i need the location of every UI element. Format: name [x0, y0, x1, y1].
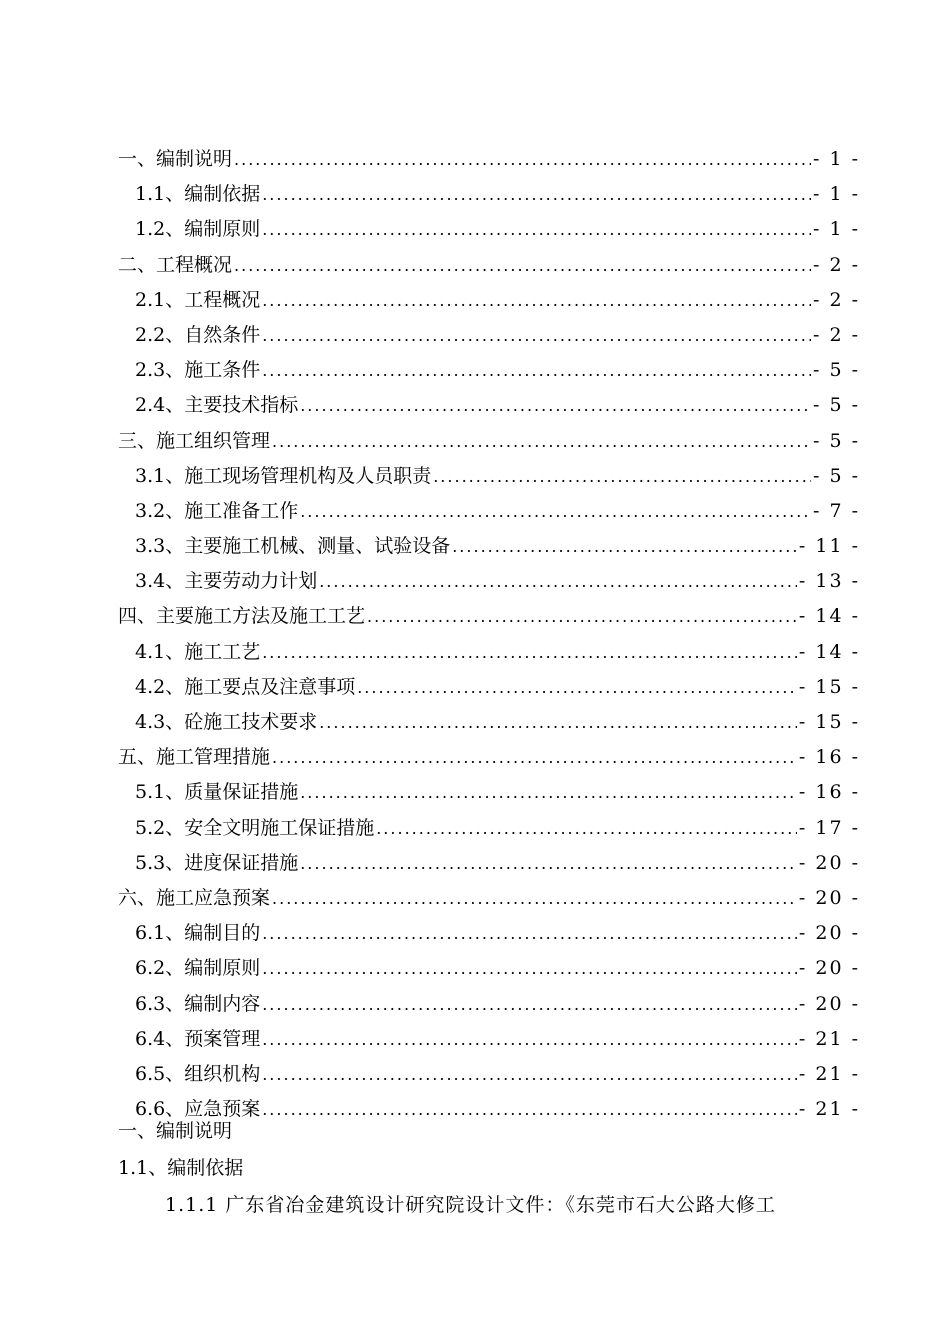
- toc-dot-leader: [262, 283, 811, 318]
- toc-entry-page-number: - 20 -: [798, 957, 860, 980]
- toc-entry-page-number: - 5 -: [812, 429, 860, 452]
- toc-entry[interactable]: [118, 212, 860, 247]
- toc-entry-page-number: - 14 -: [798, 605, 860, 628]
- toc-entry[interactable]: [118, 916, 860, 951]
- toc-entry[interactable]: [118, 318, 860, 353]
- toc-entry[interactable]: [118, 987, 860, 1022]
- toc-entry-page-number: - 21 -: [798, 1062, 860, 1085]
- toc-dot-leader: [357, 670, 797, 705]
- toc-entry-page-number: - 5 -: [812, 464, 860, 487]
- toc-entry[interactable]: [118, 248, 860, 283]
- toc-entry[interactable]: [118, 599, 860, 634]
- subsection-heading: 1.1、编制依据: [118, 1157, 244, 1179]
- toc-entry-label: 3.4、主要劳动力计划: [135, 570, 318, 593]
- toc-entry[interactable]: [118, 494, 860, 529]
- toc-dot-leader: [300, 775, 797, 810]
- toc-entry-page-number: - 20 -: [798, 992, 860, 1015]
- toc-entry-label: 6.4、预案管理: [135, 1027, 261, 1050]
- toc-entry[interactable]: [118, 705, 860, 740]
- toc-dot-leader: [262, 951, 797, 986]
- toc-dot-leader: [300, 494, 811, 529]
- toc-dot-leader: [300, 388, 811, 423]
- toc-entry-label: 6.3、编制内容: [135, 992, 261, 1015]
- toc-entry[interactable]: [118, 283, 860, 318]
- toc-entry-label: 1.2、编制原则: [135, 218, 261, 241]
- toc-dot-leader: [433, 459, 811, 494]
- toc-entry-page-number: - 15 -: [798, 711, 860, 733]
- toc-dot-leader: [272, 740, 797, 775]
- toc-dot-leader: [319, 705, 797, 740]
- toc-entry-page-number: - 16 -: [798, 781, 860, 804]
- toc-entry-label: 6.2、编制原则: [135, 957, 261, 980]
- toc-entry-page-number: - 1 -: [812, 183, 860, 206]
- toc-dot-leader: [234, 142, 811, 177]
- toc-entry-page-number: - 14 -: [798, 640, 860, 663]
- toc-entry[interactable]: [118, 951, 860, 986]
- toc-entry[interactable]: [118, 459, 860, 494]
- toc-entry-label: 6.5、组织机构: [135, 1062, 261, 1085]
- body-paragraph: 1.1.1 广东省冶金建筑设计研究院设计文件：《东莞市石大公路大修工: [165, 1194, 776, 1216]
- toc-entry-page-number: - 20 -: [798, 851, 860, 874]
- toc-entry-label: 4.2、施工要点及注意事项: [135, 675, 356, 698]
- toc-dot-leader: [262, 1057, 797, 1092]
- toc-dot-leader: [452, 529, 797, 564]
- table-of-contents: [118, 142, 860, 1127]
- toc-entry[interactable]: [118, 1022, 860, 1057]
- toc-entry-label: 2.4、主要技术指标: [135, 394, 299, 417]
- toc-entry-page-number: - 21 -: [798, 1098, 860, 1121]
- toc-dot-leader: [272, 424, 811, 459]
- toc-dot-leader: [262, 916, 797, 951]
- toc-entry-page-number: - 2 -: [812, 253, 860, 276]
- toc-dot-leader: [262, 1022, 797, 1057]
- toc-entry-label: 2.2、自然条件: [135, 323, 261, 346]
- toc-entry-label: 3.1、施工现场管理机构及人员职责: [135, 464, 432, 487]
- toc-dot-leader: [262, 212, 811, 247]
- toc-entry-label: 4.3、砼施工技术要求: [135, 711, 318, 733]
- toc-entry-page-number: - 13 -: [798, 570, 860, 593]
- toc-entry[interactable]: [118, 142, 860, 177]
- toc-entry-label: 6.1、编制目的: [135, 922, 261, 945]
- toc-entry-label: 2.3、施工条件: [135, 359, 261, 382]
- toc-entry-label: 2.1、工程概况: [135, 288, 261, 311]
- toc-entry[interactable]: [118, 740, 860, 775]
- toc-entry[interactable]: [118, 635, 860, 670]
- toc-entry[interactable]: [118, 353, 860, 388]
- toc-entry-page-number: - 21 -: [798, 1027, 860, 1050]
- toc-entry-label: 二、工程概况: [118, 253, 233, 276]
- toc-entry-page-number: - 20 -: [798, 922, 860, 945]
- toc-entry-page-number: - 20 -: [798, 886, 860, 909]
- toc-dot-leader: [262, 177, 811, 212]
- toc-entry[interactable]: [118, 177, 860, 212]
- toc-entry[interactable]: [118, 670, 860, 705]
- toc-entry-page-number: - 2 -: [812, 323, 860, 346]
- toc-dot-leader: [376, 811, 797, 846]
- toc-entry-label: 一、编制说明: [118, 148, 233, 170]
- toc-entry-page-number: - 1 -: [812, 218, 860, 241]
- toc-entry[interactable]: [118, 388, 860, 423]
- toc-dot-leader: [272, 881, 797, 916]
- toc-entry-page-number: - 5 -: [812, 394, 860, 417]
- toc-entry-label: 3.2、施工准备工作: [135, 499, 299, 522]
- toc-dot-leader: [262, 635, 797, 670]
- toc-entry-page-number: - 11 -: [798, 535, 860, 558]
- toc-dot-leader: [367, 599, 797, 634]
- toc-entry-label: 1.1、编制依据: [135, 183, 261, 206]
- toc-entry[interactable]: [118, 846, 860, 881]
- toc-dot-leader: [262, 353, 811, 388]
- toc-entry-label: 5.2、安全文明施工保证措施: [135, 816, 375, 839]
- toc-entry-page-number: - 7 -: [812, 499, 860, 522]
- toc-dot-leader: [319, 564, 797, 599]
- toc-entry[interactable]: [118, 811, 860, 846]
- toc-entry-page-number: - 2 -: [812, 288, 860, 311]
- toc-entry-label: 四、主要施工方法及施工工艺: [118, 605, 366, 628]
- toc-entry[interactable]: [118, 775, 860, 810]
- toc-dot-leader: [262, 318, 811, 353]
- toc-entry[interactable]: [118, 424, 860, 459]
- toc-entry-page-number: - 17 -: [798, 816, 860, 839]
- toc-entry[interactable]: [118, 1057, 860, 1092]
- toc-entry-page-number: - 16 -: [798, 746, 860, 769]
- toc-dot-leader: [262, 987, 797, 1022]
- toc-entry-page-number: - 15 -: [798, 675, 860, 698]
- toc-dot-leader: [234, 248, 811, 283]
- toc-entry-label: 五、施工管理措施: [118, 746, 271, 769]
- toc-entry-label: 六、施工应急预案: [118, 886, 271, 909]
- toc-entry[interactable]: [118, 564, 860, 599]
- section-heading: 一、编制说明: [118, 1120, 233, 1142]
- toc-entry-label: 5.3、进度保证措施: [135, 851, 299, 874]
- toc-entry-label: 三、施工组织管理: [118, 429, 271, 452]
- toc-dot-leader: [300, 846, 797, 881]
- toc-entry-label: 4.1、施工工艺: [135, 640, 261, 663]
- toc-entry-label: 6.6、应急预案: [135, 1098, 261, 1121]
- toc-entry-page-number: - 1 -: [812, 148, 860, 170]
- toc-entry-label: 3.3、主要施工机械、测量、试验设备: [135, 535, 451, 558]
- toc-entry-page-number: - 5 -: [812, 359, 860, 382]
- toc-entry-label: 5.1、质量保证措施: [135, 781, 299, 804]
- toc-entry[interactable]: [118, 529, 860, 564]
- toc-entry[interactable]: [118, 881, 860, 916]
